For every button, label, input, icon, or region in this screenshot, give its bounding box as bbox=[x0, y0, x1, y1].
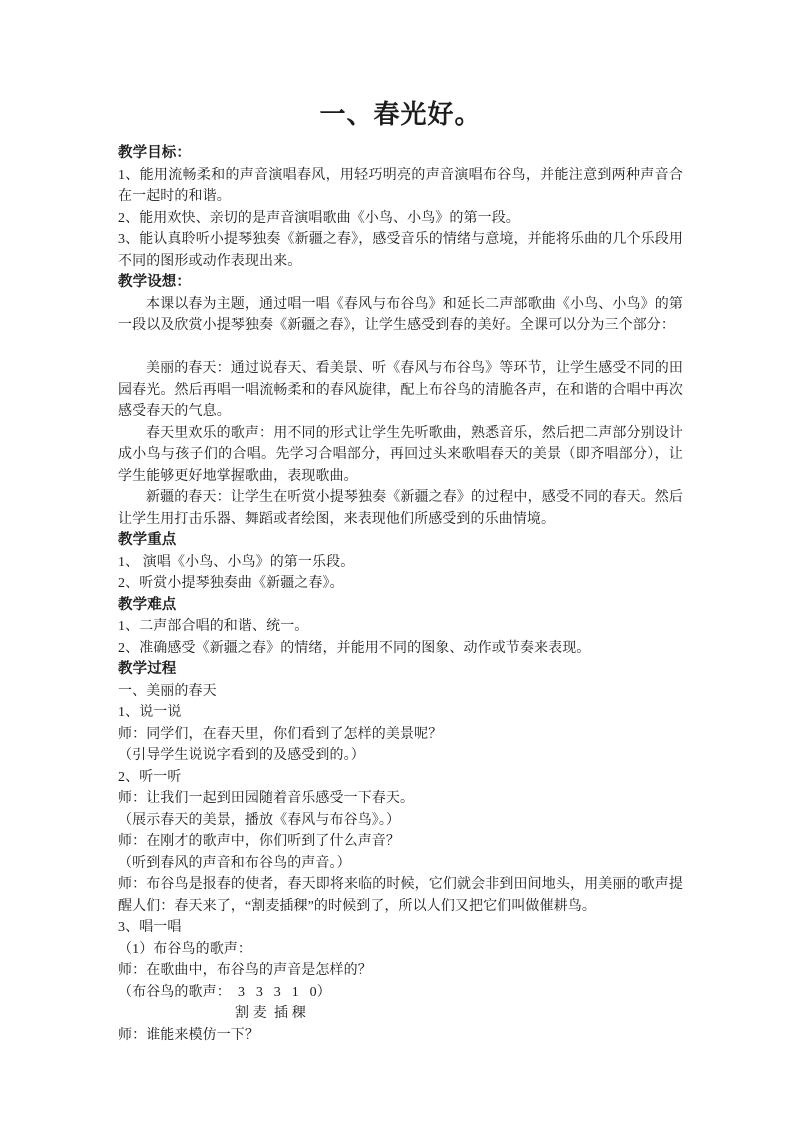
teacher-line-1: 师：同学们，在春天里，你们看到了怎样的美景呢？ bbox=[118, 726, 443, 742]
teacher-line-5: 师：在歌曲中，布谷鸟的声音是怎样的？ bbox=[118, 963, 372, 978]
concept-part-happy-songs: 春天里欢乐的歌声：用不同的形式让学生先听歌曲，熟悉音乐，然后把二声部分别设计成小鸟与孩子们的合唱。先学习合唱部分，再回过头来歌唱春天的美景（即齐唱部分），让学生能够更好地掌握歌曲，表现歌曲。 bbox=[118, 425, 683, 484]
blank-line bbox=[118, 337, 683, 359]
focus-item-2: 2、听赏小提琴独奏曲《新疆之春》。 bbox=[118, 576, 344, 591]
goal-item-2: 2、能用欢快、亲切的是声音演唱歌曲《小鸟、小鸟》的第一段。 bbox=[118, 210, 520, 226]
heading-teaching-concept: 教学设想： bbox=[118, 274, 191, 290]
concept-overview: 本课以春为主题，通过唱一唱《春风与布谷鸟》和延长二声部歌曲《小鸟、小鸟》的第一段以及欣赏小提琴独奏《新疆之春》，让学生感受到春的美好。全课可以分为三个部分： bbox=[118, 296, 683, 333]
teacher-line-6: 师：谁能来模仿一下？ bbox=[118, 1027, 259, 1043]
difficulty-item-1: 1、二声部合唱的和谐、统一。 bbox=[118, 619, 309, 634]
difficulty-item-2: 2、准确感受《新疆之春》的情绪，并能用不同的图象、动作或节奏来表现。 bbox=[118, 640, 591, 656]
note-line-2: （展示春天的美景，播放《春风与布谷鸟》。） bbox=[118, 812, 401, 828]
note-line-3: （听到春风的声音和布谷鸟的声音。） bbox=[118, 855, 351, 871]
heading-teaching-difficulties: 教学难点 bbox=[118, 596, 177, 613]
concept-part-beautiful-spring: 美丽的春天：通过说春天、看美景、听《春风与布谷鸟》等环节，让学生感受不同的田园春光。然后再唱一唱流畅柔和的春风旋律，配上布谷鸟的清脆各声，在和谐的合唱中再次感受春天的气息。 bbox=[118, 361, 683, 419]
cuckoo-song-lyrics: 割 麦 插 稞 bbox=[235, 1006, 306, 1021]
note-line-1: （引导学生说说字看到的及感受到的。） bbox=[118, 748, 365, 763]
document-title: 一、春光好。 bbox=[319, 100, 482, 129]
process-step-talk: 1、说一说 bbox=[118, 705, 182, 720]
process-step-sing: 3、唱一唱 bbox=[118, 920, 182, 935]
process-step-listen: 2、听一听 bbox=[118, 769, 182, 785]
sing-subitem-1: （1）布谷鸟的歌声： bbox=[118, 941, 252, 957]
heading-teaching-process: 教学过程 bbox=[118, 661, 177, 677]
concept-part-xinjiang-spring: 新疆的春天：让学生在听赏小提琴独奏《新疆之春》的过程中，感受不同的春天。然后让学生用打击乐器、舞蹈或者绘图，来表现他们所感受到的乐曲情境。 bbox=[118, 490, 683, 527]
teacher-line-4: 师：布谷鸟是报春的使者，春天即将来临的时候，它们就会非到田间地头，用美丽的歌声提醒人们：春天来了，“割麦插稞”的时候到了，所以人们又把它们叫做催耕鸟。 bbox=[118, 877, 683, 914]
focus-item-1: 1、 演唱《小鸟、小鸟》的第一乐段。 bbox=[118, 554, 355, 570]
goal-item-1: 1、能用流畅柔和的声音演唱春风，用轻巧明亮的声音演唱布谷鸟，并能注意到两种声音合在一起时的和谐。 bbox=[118, 167, 683, 204]
goal-item-3: 3、能认真聆听小提琴独奏《新疆之春》，感受音乐的情绪与意境，并能将乐曲的几个乐段用不同的图形或动作表现出来。 bbox=[118, 232, 683, 269]
heading-teaching-focus: 教学重点 bbox=[118, 532, 177, 548]
teacher-line-2: 师：让我们一起到田园随着音乐感受一下春天。 bbox=[118, 791, 415, 806]
heading-teaching-goals: 教学目标： bbox=[118, 145, 191, 161]
process-section-1: 一、美丽的春天 bbox=[118, 683, 217, 699]
cuckoo-song-notation: （布谷鸟的歌声： 3 3 3 1 0） bbox=[118, 984, 331, 1000]
teacher-line-3: 师：在刚才的歌声中，你们听到了什么声音？ bbox=[118, 834, 400, 849]
